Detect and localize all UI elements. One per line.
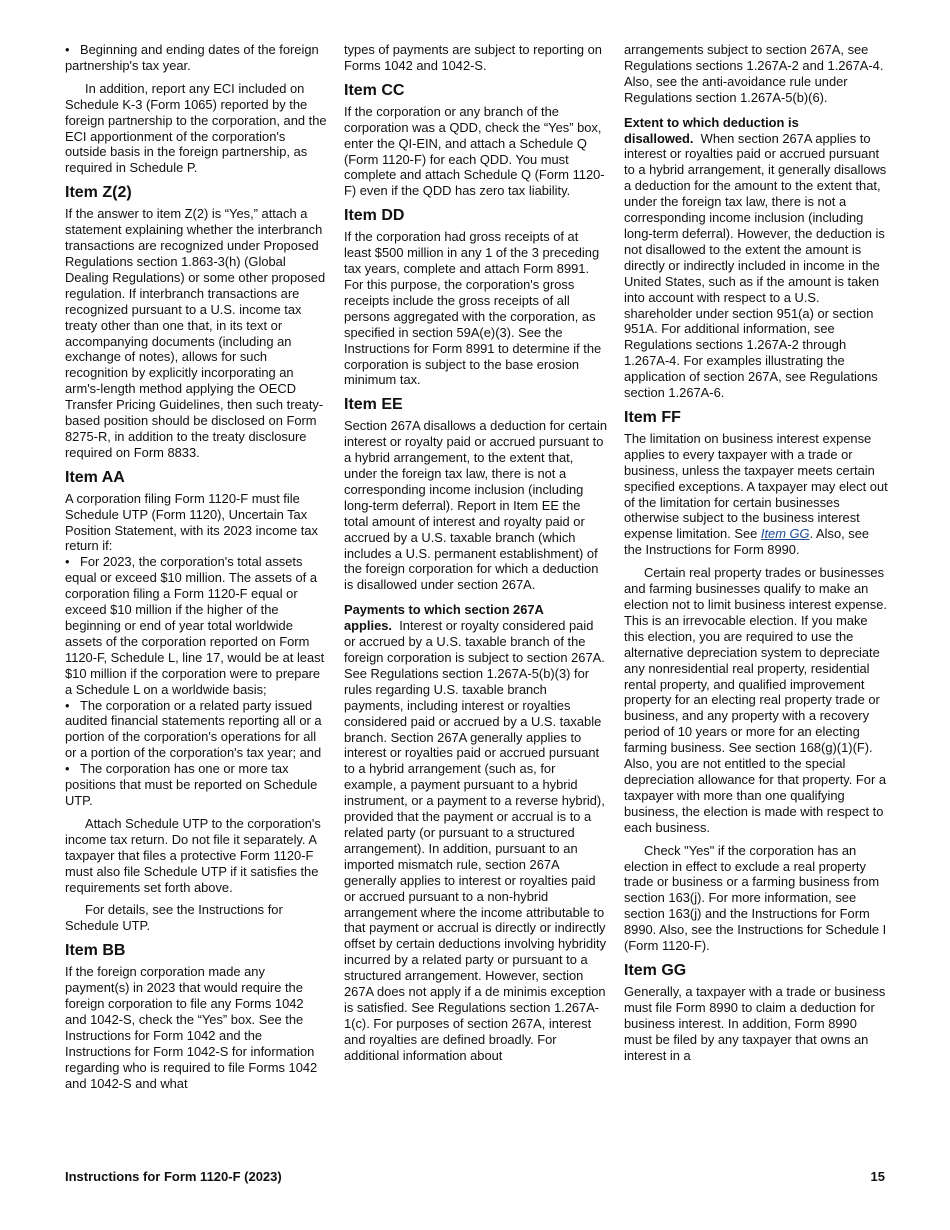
bullet-item (65, 761, 327, 809)
paragraph-z2: If the answer to item Z(2) is “Yes,” attach a statement explaining whether the interbranch transactions are recognized under Proposed Regulations section 1.863-3(h) (Global Dealing Regulations) or some other proposed regulation. If interbranch transactions are recognized pursuant to a U.S. income tax treaty other than one that, in its text or accompanying documents (including an exchange of notes), allows for such recognition by explicitly incorporating an arm's-length method applying the OECD Transfer Pricing Guidelines, then such treaty-based position should be disclosed on Form 8275-R, in addition to the treaty disclosure required on Form 8833. (65, 206, 326, 460)
bullet-text: Beginning and ending dates of the foreign partnership's tax year. (65, 42, 319, 73)
paragraph-extent (624, 115, 888, 401)
paragraph-ff-text-end: . Also, see the Instructions for Form 8990. (624, 526, 870, 558)
bullet-icon: • (65, 554, 70, 570)
bullet-item (65, 42, 327, 74)
paragraph-ee: Section 267A disallows a deduction for certain interest or royalty paid or accrued pursuant to a hybrid arrangement, to the extent that, under the foreign tax law, there is not a corresponding income inclusion (including long-term deferral). Report in Item EE the total amount of interest and royalty paid or accrued by a U.S. taxable branch (which includes a U.S. permanent establishment) of the foreign corporation for which a deduction is disallowed under section 267A. (344, 418, 607, 593)
paragraph-cc: If the corporation or any branch of the corporation was a QDD, check the “Yes” box, enter the QI-EIN, and attach a Schedule Q (Form 1120-F) for each QDD. You must complete and attach Schedule Q (Form 1120-F) even if the QDD has zero tax liability. (344, 103, 605, 199)
paragraph-bb: If the foreign corporation made any payment(s) in 2023 that would require the foreign corporation to file any Forms 1042 and 1042-S, check the “Yes” box. See the Instructions for Form 1042 and the Instructions for Form 1042-S for information regarding who is required to file Forms 1042 and 1042-S and what (65, 964, 318, 1091)
runin-heading-extent: Extent to which deduction is disallowed. (624, 114, 799, 146)
paragraph-dd: If the corporation had gross receipts of at least $500 million in any 1 of the 3 preceding tax years, complete and attach Form 8991. For this purpose, the corporation's gross receipts include the gross receipts of all persons aggregated with the corporation, as specified in section 59A(e)(3). See the Instructions for Form 8991 to determine if the corporation is subject to the base erosion minimum tax. (344, 229, 602, 388)
bullet-text: For 2023, the corporation's total assets equal or exceed $10 million. The assets of a corporation filing a Form 1120-F equal or exceed $10 million if the higher of the beginning or end of year total worldwide assets of the corporation reported on Form 1120-F, Schedule L, line 17, would be at least $10 million if the corporation were to prepare a Schedule L on a worldwide basis; (65, 554, 325, 697)
paragraph-ff-check: Check "Yes" if the corporation has an election in effect to exclude a real property trade or business or a farming business from section 163(j). For more information, see section 163(j) and the Instructions for Form 8990. Also, see the Instructions for Schedule I (Form 1120-F). (624, 842, 887, 954)
paragraph-attach: Attach Schedule UTP to the corporation's income tax return. Do not file it separately. A taxpayer that files a protective Form 1120-F must also file Schedule UTP if it satisfies the requirements set forth above. (65, 815, 321, 895)
paragraph-ff-text: The limitation on business interest expense applies to every taxpayer with a trade or business, unless the taxpayer meets certain specified exceptions. A taxpayer may elect out of the limitation for certain businesses otherwise subject to the business interest expense limitation. See (624, 430, 888, 542)
heading-item-ff: Item FF (624, 408, 681, 426)
column-1 (65, 42, 327, 1098)
heading-item-bb: Item BB (65, 942, 126, 960)
paragraph-aa: A corporation filing Form 1120-F must file Schedule UTP (Form 1120), Uncertain Tax Position Statement, with its 2023 income tax return if: (65, 490, 318, 554)
paragraph-continued: types of payments are subject to reporting on Forms 1042 and 1042-S. (344, 42, 602, 73)
heading-item-cc: Item CC (344, 81, 405, 99)
paragraph-continued: arrangements subject to section 267A, see Regulations sections 1.267A-2 and 1.267A-4. Also, see the anti-avoidance rule under Regulations section 1.267A-5(b)(6). (624, 42, 884, 105)
paragraph-ff-election: Certain real property trades or businesses and farming businesses qualify to make an election not to limit business interest expense. This is an irrevocable election. If you make this election, you are required to use the alternative depreciation system to depreciate any nonresidential real property, residential rental property, and qualified improvement property for an electing real property trade or business, and any property with a recovery period of 10 years or more for an electing farming business. See section 168(g)(1)(F). Also, you are not entitled to the special depreciation allowance for that property. For a taxpayer with more than one qualifying business, the election is made with respect to each business. (624, 565, 887, 835)
paragraph-gg: Generally, a taxpayer with a trade or business must file Form 8990 to claim a deduction for business interest. In addition, Form 8990 must be filed by any taxpayer that owns an interest in a (624, 983, 886, 1063)
paragraph-payments-text: Interest or royalty considered paid or accrued by a U.S. taxable branch of the foreign corporation is subject to section 267A. See Regulations section 1.267A-5(b)(3) for rules regarding U.S. taxable branch payments, including interest or royalties considered paid or accrued by a U.S. taxable branch. Section 267A generally applies to interest or royalties paid or accrued pursuant to a hybrid arrangement (such as, for example, a payment pursuant to a hybrid instrument, or a payment to a reverse hybrid), provided that the payment or accrual is to a related party (or pursuant to a structured arrangement). In addition, pursuant to an imported mismatch rule, section 267A generally applies to interest or royalties paid or accrued pursuant to a non-hybrid arrangement where the income attributable to that payment or accrual is directly or indirectly offset by certain deductions involving hybridity incurred by a related party or pursuant to a structured arrangement. However, section 267A does not apply if a de minimis exception is satisfied. See Regulations section 1.267A-1(c). For purposes of section 267A, interest and royalties are defined broadly. For additional information about (344, 618, 607, 1063)
paragraph-eci: In addition, report any ECI included on Schedule K-3 (Form 1065) reported by the foreign partnership to the corporation, and the ECI apportionment of the corporation's outside basis in the foreign partnership, as required in Schedule P. (65, 80, 327, 176)
bullet-item (65, 554, 327, 697)
paragraph-details: For details, see the Instructions for Schedule UTP. (65, 902, 283, 934)
heading-item-ee: Item EE (344, 396, 403, 414)
paragraph-extent-text: When section 267A applies to interest or royalties paid or accrued pursuant to a hybrid arrangement, it generally disallows a deduction for the amount to the extent that, under the foreign tax law, there is not a corresponding income inclusion (including long-term deferral). However, the deduction is not disallowed to the extent the amount is directly or indirectly included in income in the United States, such as if the amount is taken into account with respect to a U.S. shareholder under section 951(a) or section 951A. For additional information, see Regulations sections 1.267A-2 through 1.267A-4. For examples illustrating the application of section 267A, see Regulations section 1.267A-6. (624, 130, 887, 401)
heading-item-dd: Item DD (344, 207, 405, 225)
bullet-item (65, 698, 327, 762)
heading-item-gg: Item GG (624, 961, 687, 979)
bullet-text: The corporation has one or more tax positions that must be reported on Schedule UTP. (65, 761, 318, 808)
page-number: 15 (870, 1169, 885, 1184)
bullet-icon: • (65, 697, 70, 713)
paragraph-ff (624, 431, 888, 558)
bullet-icon: • (65, 761, 70, 777)
bullet-text: The corporation or a related party issued audited financial statements reporting all or a portion of the corporation's operations for all or a portion of the corporation's tax year; and (65, 697, 322, 761)
footer-title: Instructions for Form 1120-F (2023) (65, 1169, 282, 1184)
paragraph-payments (344, 602, 608, 1063)
heading-item-aa: Item AA (65, 468, 125, 486)
item-gg-link[interactable]: Item GG (760, 526, 810, 542)
runin-heading-payments: Payments to which section 267A applies. (344, 602, 544, 634)
heading-item-z2: Item Z(2) (65, 184, 132, 202)
column-3 (624, 42, 888, 1070)
column-2 (344, 42, 608, 1071)
bullet-icon: • (65, 42, 70, 57)
